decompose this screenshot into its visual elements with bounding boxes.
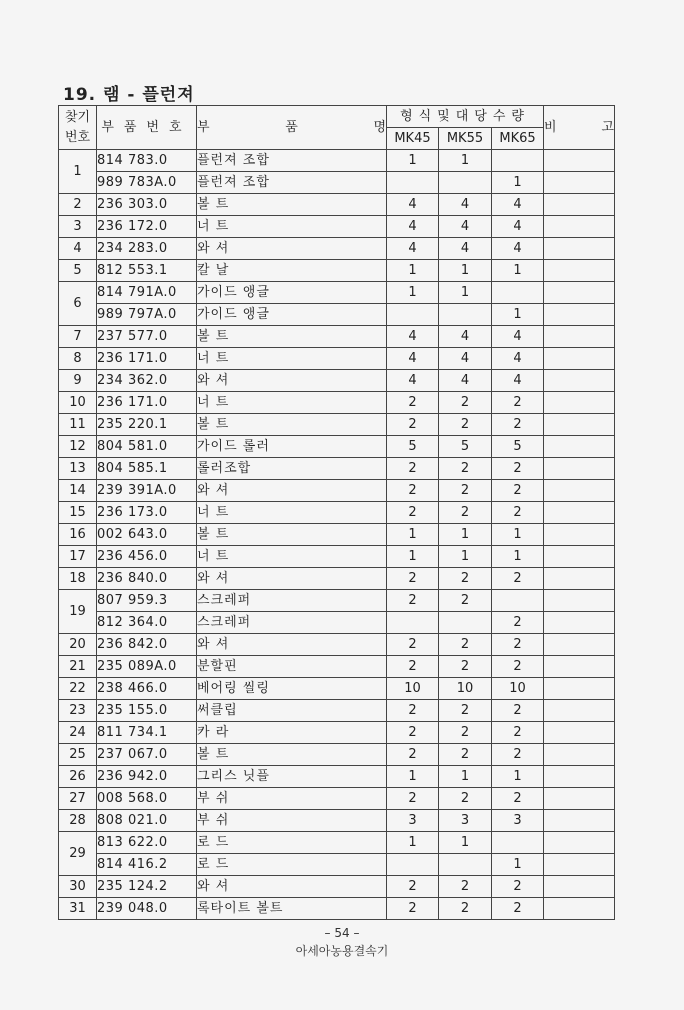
- header-remark-char: 고: [601, 119, 615, 135]
- qty-mk45: 2: [387, 634, 439, 656]
- qty-mk55: [439, 612, 492, 634]
- part-number: 807 959.3: [97, 590, 197, 612]
- table-row: [59, 832, 615, 854]
- find-number: 2: [59, 194, 97, 216]
- part-number: 237 067.0: [97, 744, 197, 766]
- table-row: [59, 766, 615, 788]
- qty-mk65: 2: [492, 656, 544, 678]
- table-row: [59, 524, 615, 546]
- qty-mk55: 4: [439, 370, 492, 392]
- part-name: 롤러조합: [197, 458, 387, 480]
- qty-mk65: [492, 282, 544, 304]
- part-name: 베어링 씰링: [197, 678, 387, 700]
- find-number: 28: [59, 810, 97, 832]
- qty-mk55: 2: [439, 480, 492, 502]
- remark-cell: [544, 216, 615, 238]
- qty-mk55: 2: [439, 502, 492, 524]
- qty-mk65: 2: [492, 612, 544, 634]
- qty-mk55: 4: [439, 348, 492, 370]
- part-number: 812 553.1: [97, 260, 197, 282]
- qty-mk45: 1: [387, 282, 439, 304]
- qty-mk55: 2: [439, 722, 492, 744]
- find-number: 26: [59, 766, 97, 788]
- table-row: [59, 216, 615, 238]
- qty-mk55: 3: [439, 810, 492, 832]
- qty-mk55: 2: [439, 656, 492, 678]
- header-find-no: [59, 106, 97, 150]
- remark-cell: [544, 876, 615, 898]
- find-number: 16: [59, 524, 97, 546]
- part-name: 가이드 앵글: [197, 282, 387, 304]
- qty-mk65: 4: [492, 348, 544, 370]
- part-number: 236 942.0: [97, 766, 197, 788]
- qty-mk65: 5: [492, 436, 544, 458]
- part-name: 너 트: [197, 216, 387, 238]
- qty-mk65: 2: [492, 898, 544, 920]
- table-row: [59, 568, 615, 590]
- header-find-no-line2: 번호: [64, 129, 91, 145]
- qty-mk65: 2: [492, 634, 544, 656]
- table-row: [59, 502, 615, 524]
- qty-mk45: 4: [387, 370, 439, 392]
- remark-cell: [544, 392, 615, 414]
- parts-table: [58, 105, 615, 920]
- part-name: 너 트: [197, 392, 387, 414]
- qty-mk45: 2: [387, 414, 439, 436]
- part-number: 989 783A.0: [97, 172, 197, 194]
- part-number: 236 171.0: [97, 348, 197, 370]
- qty-mk55: 2: [439, 744, 492, 766]
- part-name: 써클립: [197, 700, 387, 722]
- part-name: 너 트: [197, 546, 387, 568]
- part-number: 235 220.1: [97, 414, 197, 436]
- remark-cell: [544, 524, 615, 546]
- qty-mk55: [439, 172, 492, 194]
- qty-mk45: 2: [387, 458, 439, 480]
- table-row: [59, 876, 615, 898]
- find-number: 30: [59, 876, 97, 898]
- qty-mk65: 4: [492, 326, 544, 348]
- header-remark: [544, 106, 615, 150]
- find-number: 19: [59, 590, 97, 634]
- part-number: 235 089A.0: [97, 656, 197, 678]
- qty-mk45: [387, 172, 439, 194]
- qty-mk45: 4: [387, 348, 439, 370]
- qty-mk45: 1: [387, 546, 439, 568]
- part-number: 236 842.0: [97, 634, 197, 656]
- find-number: 6: [59, 282, 97, 326]
- part-name: 와 셔: [197, 370, 387, 392]
- qty-mk55: 1: [439, 524, 492, 546]
- find-number: 10: [59, 392, 97, 414]
- part-name: 스크레퍼: [197, 590, 387, 612]
- find-number: 4: [59, 238, 97, 260]
- qty-mk45: 5: [387, 436, 439, 458]
- part-name: 분할핀: [197, 656, 387, 678]
- qty-mk45: 2: [387, 744, 439, 766]
- table-row: [59, 304, 615, 326]
- remark-cell: [544, 458, 615, 480]
- part-number: 236 172.0: [97, 216, 197, 238]
- find-number: 24: [59, 722, 97, 744]
- qty-mk45: 3: [387, 810, 439, 832]
- find-number: 7: [59, 326, 97, 348]
- find-number: 23: [59, 700, 97, 722]
- table-row: [59, 810, 615, 832]
- part-name: 록타이트 볼트: [197, 898, 387, 920]
- part-number: 236 173.0: [97, 502, 197, 524]
- remark-cell: [544, 414, 615, 436]
- header-find-no-line1: 찾기: [64, 109, 91, 125]
- remark-cell: [544, 722, 615, 744]
- part-name: 스크레퍼: [197, 612, 387, 634]
- qty-mk55: 2: [439, 634, 492, 656]
- qty-mk45: 2: [387, 898, 439, 920]
- remark-cell: [544, 810, 615, 832]
- find-number: 15: [59, 502, 97, 524]
- find-number: 11: [59, 414, 97, 436]
- table-row: [59, 326, 615, 348]
- part-number: 236 303.0: [97, 194, 197, 216]
- qty-mk55: 2: [439, 700, 492, 722]
- remark-cell: [544, 590, 615, 612]
- part-name: 와 셔: [197, 876, 387, 898]
- qty-mk55: [439, 854, 492, 876]
- page-title: 19. 램 - 플런져: [63, 85, 195, 105]
- header-part-name-char: 부: [197, 119, 210, 135]
- table-row: [59, 656, 615, 678]
- remark-cell: [544, 546, 615, 568]
- part-name: 플런져 조합: [197, 150, 387, 172]
- part-number: 237 577.0: [97, 326, 197, 348]
- part-name: 볼 트: [197, 414, 387, 436]
- qty-mk65: 1: [492, 524, 544, 546]
- part-name: 와 셔: [197, 480, 387, 502]
- qty-mk55: 1: [439, 832, 492, 854]
- table-row: [59, 744, 615, 766]
- qty-mk65: 4: [492, 370, 544, 392]
- qty-mk55: 2: [439, 568, 492, 590]
- qty-mk65: 1: [492, 304, 544, 326]
- part-number: 813 622.0: [97, 832, 197, 854]
- table-row: [59, 612, 615, 634]
- qty-mk65: 4: [492, 238, 544, 260]
- qty-mk65: 3: [492, 810, 544, 832]
- qty-mk45: 4: [387, 194, 439, 216]
- remark-cell: [544, 854, 615, 876]
- remark-cell: [544, 788, 615, 810]
- find-number: 13: [59, 458, 97, 480]
- qty-mk45: 1: [387, 524, 439, 546]
- qty-mk65: 2: [492, 458, 544, 480]
- remark-cell: [544, 502, 615, 524]
- find-number: 5: [59, 260, 97, 282]
- find-number: 12: [59, 436, 97, 458]
- part-number: 235 124.2: [97, 876, 197, 898]
- remark-cell: [544, 436, 615, 458]
- qty-mk45: 1: [387, 832, 439, 854]
- table-row: [59, 414, 615, 436]
- header-qty-group: 형식및대당수량: [387, 106, 544, 128]
- remark-cell: [544, 832, 615, 854]
- qty-mk65: 1: [492, 766, 544, 788]
- part-name: 로 드: [197, 832, 387, 854]
- qty-mk55: 2: [439, 590, 492, 612]
- qty-mk45: 1: [387, 766, 439, 788]
- table-row: [59, 590, 615, 612]
- table-row: [59, 546, 615, 568]
- part-number: 239 391A.0: [97, 480, 197, 502]
- qty-mk65: [492, 590, 544, 612]
- table-row: [59, 700, 615, 722]
- table-row: [59, 260, 615, 282]
- remark-cell: [544, 744, 615, 766]
- qty-mk65: [492, 150, 544, 172]
- part-number: 235 155.0: [97, 700, 197, 722]
- remark-cell: [544, 326, 615, 348]
- qty-mk55: 4: [439, 194, 492, 216]
- qty-mk65: [492, 832, 544, 854]
- remark-cell: [544, 656, 615, 678]
- part-number: 239 048.0: [97, 898, 197, 920]
- part-number: 236 171.0: [97, 392, 197, 414]
- header-model-mk55: MK55: [439, 128, 492, 150]
- qty-mk65: 2: [492, 392, 544, 414]
- remark-cell: [544, 282, 615, 304]
- part-name: 와 셔: [197, 634, 387, 656]
- table-row: [59, 238, 615, 260]
- find-number: 21: [59, 656, 97, 678]
- part-number: 814 791A.0: [97, 282, 197, 304]
- part-name: 부 쉬: [197, 810, 387, 832]
- remark-cell: [544, 568, 615, 590]
- qty-mk45: [387, 854, 439, 876]
- qty-mk65: 2: [492, 722, 544, 744]
- qty-mk55: 1: [439, 150, 492, 172]
- qty-mk55: 4: [439, 238, 492, 260]
- table-row: [59, 678, 615, 700]
- find-number: 3: [59, 216, 97, 238]
- table-row: [59, 788, 615, 810]
- part-name: 볼 트: [197, 524, 387, 546]
- header-model-mk45: MK45: [387, 128, 439, 150]
- remark-cell: [544, 678, 615, 700]
- qty-mk65: 4: [492, 216, 544, 238]
- qty-mk65: 2: [492, 480, 544, 502]
- qty-mk45: 2: [387, 502, 439, 524]
- part-number: 002 643.0: [97, 524, 197, 546]
- qty-mk45: 2: [387, 590, 439, 612]
- part-number: 238 466.0: [97, 678, 197, 700]
- part-name: 그리스 닛플: [197, 766, 387, 788]
- table-row: [59, 282, 615, 304]
- part-name: 너 트: [197, 502, 387, 524]
- qty-mk45: 2: [387, 876, 439, 898]
- qty-mk45: 2: [387, 700, 439, 722]
- qty-mk65: 1: [492, 260, 544, 282]
- page-number: – 54 –: [324, 926, 360, 940]
- find-number: 22: [59, 678, 97, 700]
- qty-mk55: 1: [439, 546, 492, 568]
- part-number: 811 734.1: [97, 722, 197, 744]
- qty-mk45: 1: [387, 150, 439, 172]
- remark-cell: [544, 348, 615, 370]
- qty-mk55: 5: [439, 436, 492, 458]
- remark-cell: [544, 898, 615, 920]
- table-row: [59, 854, 615, 876]
- qty-mk65: 2: [492, 788, 544, 810]
- part-name: 플런져 조합: [197, 172, 387, 194]
- table-row: [59, 634, 615, 656]
- qty-mk45: 1: [387, 260, 439, 282]
- table-row: [59, 898, 615, 920]
- find-number: 18: [59, 568, 97, 590]
- qty-mk65: 1: [492, 546, 544, 568]
- qty-mk55: 2: [439, 458, 492, 480]
- table-row: [59, 194, 615, 216]
- qty-mk45: 4: [387, 238, 439, 260]
- remark-cell: [544, 480, 615, 502]
- qty-mk55: 2: [439, 898, 492, 920]
- qty-mk55: 2: [439, 392, 492, 414]
- qty-mk65: 4: [492, 194, 544, 216]
- qty-mk55: 1: [439, 766, 492, 788]
- part-name: 와 셔: [197, 568, 387, 590]
- header-part-no: 부품번호: [97, 106, 197, 150]
- qty-mk55: [439, 304, 492, 326]
- find-number: 20: [59, 634, 97, 656]
- qty-mk55: 1: [439, 260, 492, 282]
- table-row: [59, 370, 615, 392]
- part-number: 812 364.0: [97, 612, 197, 634]
- qty-mk65: 2: [492, 744, 544, 766]
- qty-mk55: 2: [439, 414, 492, 436]
- qty-mk45: [387, 612, 439, 634]
- find-number: 25: [59, 744, 97, 766]
- remark-cell: [544, 634, 615, 656]
- header-part-name-char: 명: [373, 119, 386, 135]
- qty-mk65: 1: [492, 854, 544, 876]
- remark-cell: [544, 260, 615, 282]
- part-name: 카 라: [197, 722, 387, 744]
- part-name: 볼 트: [197, 194, 387, 216]
- find-number: 17: [59, 546, 97, 568]
- remark-cell: [544, 766, 615, 788]
- find-number: 27: [59, 788, 97, 810]
- find-number: 9: [59, 370, 97, 392]
- part-number: 234 362.0: [97, 370, 197, 392]
- header-remark-char: 비: [544, 119, 557, 135]
- remark-cell: [544, 700, 615, 722]
- remark-cell: [544, 612, 615, 634]
- part-number: 236 840.0: [97, 568, 197, 590]
- table-row: [59, 458, 615, 480]
- part-name: 칼 날: [197, 260, 387, 282]
- find-number: 8: [59, 348, 97, 370]
- qty-mk65: 2: [492, 876, 544, 898]
- table-row: [59, 348, 615, 370]
- qty-mk65: 2: [492, 502, 544, 524]
- table-row: [59, 172, 615, 194]
- part-number: 814 416.2: [97, 854, 197, 876]
- qty-mk65: 1: [492, 172, 544, 194]
- header-part-name: [197, 106, 387, 150]
- part-name: 너 트: [197, 348, 387, 370]
- qty-mk45: 4: [387, 216, 439, 238]
- qty-mk55: 4: [439, 326, 492, 348]
- table-row: [59, 480, 615, 502]
- part-name: 볼 트: [197, 744, 387, 766]
- qty-mk55: 2: [439, 788, 492, 810]
- qty-mk45: 2: [387, 480, 439, 502]
- table-row: [59, 392, 615, 414]
- part-number: 989 797A.0: [97, 304, 197, 326]
- qty-mk65: 10: [492, 678, 544, 700]
- remark-cell: [544, 172, 615, 194]
- qty-mk45: 10: [387, 678, 439, 700]
- qty-mk45: 2: [387, 656, 439, 678]
- part-number: 808 021.0: [97, 810, 197, 832]
- part-number: 804 581.0: [97, 436, 197, 458]
- table-row: [59, 436, 615, 458]
- header-part-name-char: 품: [285, 119, 298, 135]
- qty-mk55: 2: [439, 876, 492, 898]
- part-name: 부 쉬: [197, 788, 387, 810]
- table-row: [59, 722, 615, 744]
- qty-mk45: 2: [387, 788, 439, 810]
- remark-cell: [544, 370, 615, 392]
- qty-mk45: 2: [387, 568, 439, 590]
- part-name: 볼 트: [197, 326, 387, 348]
- part-number: 236 456.0: [97, 546, 197, 568]
- qty-mk45: 2: [387, 392, 439, 414]
- qty-mk55: 4: [439, 216, 492, 238]
- table-row: [59, 150, 615, 172]
- qty-mk45: 2: [387, 722, 439, 744]
- remark-cell: [544, 238, 615, 260]
- qty-mk55: 10: [439, 678, 492, 700]
- qty-mk65: 2: [492, 414, 544, 436]
- qty-mk45: 4: [387, 326, 439, 348]
- part-name: 가이드 롤러: [197, 436, 387, 458]
- find-number: 14: [59, 480, 97, 502]
- part-name: 와 셔: [197, 238, 387, 260]
- part-name: 로 드: [197, 854, 387, 876]
- qty-mk65: 2: [492, 568, 544, 590]
- qty-mk55: 1: [439, 282, 492, 304]
- remark-cell: [544, 304, 615, 326]
- remark-cell: [544, 150, 615, 172]
- find-number: 29: [59, 832, 97, 876]
- part-number: 804 585.1: [97, 458, 197, 480]
- qty-mk65: 2: [492, 700, 544, 722]
- qty-mk45: [387, 304, 439, 326]
- part-number: 234 283.0: [97, 238, 197, 260]
- publisher-name: 아세아농용결속기: [295, 944, 389, 958]
- find-number: 31: [59, 898, 97, 920]
- part-number: 008 568.0: [97, 788, 197, 810]
- part-number: 814 783.0: [97, 150, 197, 172]
- header-model-mk65: MK65: [492, 128, 544, 150]
- remark-cell: [544, 194, 615, 216]
- part-name: 가이드 앵글: [197, 304, 387, 326]
- find-number: 1: [59, 150, 97, 194]
